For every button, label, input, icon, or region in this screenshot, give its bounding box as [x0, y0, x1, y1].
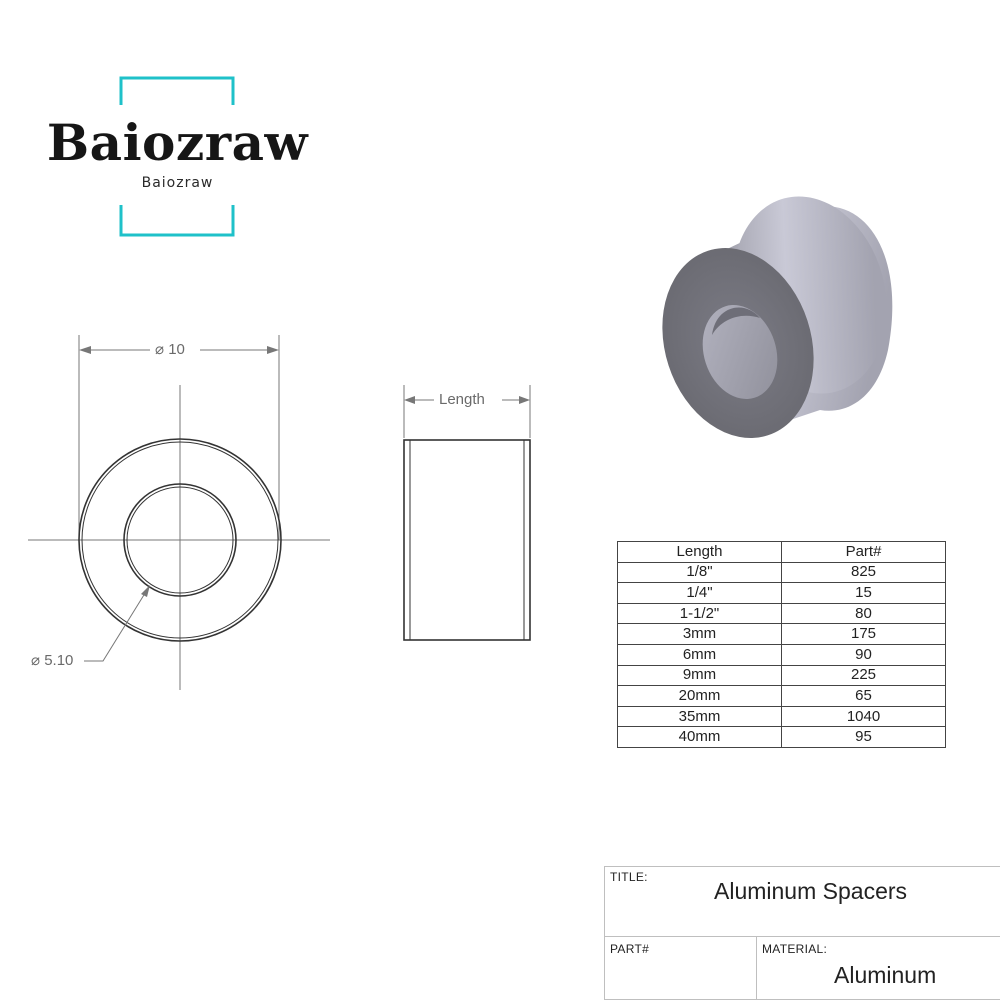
side-view-profile	[404, 440, 530, 640]
material-value: Aluminum	[834, 962, 937, 988]
table-row	[618, 562, 946, 583]
column-header-length: Length	[618, 542, 782, 563]
table-row	[618, 665, 946, 686]
part-cell: 825	[782, 562, 946, 583]
table-row	[618, 603, 946, 624]
length-cell: 3mm	[618, 624, 782, 645]
length-cell: 40mm	[618, 727, 782, 748]
part-cell: 95	[782, 727, 946, 748]
part-cell: 175	[782, 624, 946, 645]
length-cell: 20mm	[618, 686, 782, 707]
length-cell: 9mm	[618, 665, 782, 686]
part-cell: 225	[782, 665, 946, 686]
spacer-3d-render	[639, 179, 909, 458]
table-row	[618, 727, 946, 748]
length-cell: 1/4"	[618, 583, 782, 604]
part-cell: 1040	[782, 706, 946, 727]
length-cell: 1/8"	[618, 562, 782, 583]
length-cell: 6mm	[618, 644, 782, 665]
part-cell: 65	[782, 686, 946, 707]
outer-diameter-label: ⌀ 10	[152, 341, 188, 359]
title-value: Aluminum Spacers	[714, 878, 908, 904]
length-cell: 1-1/2"	[618, 603, 782, 624]
logo-subtitle: Baiozraw	[141, 175, 214, 191]
part-cell: 80	[782, 603, 946, 624]
table-header-row	[618, 542, 946, 563]
table-row	[618, 644, 946, 665]
title-label: TITLE:	[610, 870, 648, 884]
inner-dim-leader	[84, 590, 147, 661]
logo-brand-name: Baiozraw	[46, 113, 309, 172]
part-number-table	[617, 541, 946, 748]
column-header-part: Part#	[782, 542, 946, 563]
part-cell: 90	[782, 644, 946, 665]
length-cell: 35mm	[618, 706, 782, 727]
length-label: Length	[436, 391, 488, 409]
table-row	[618, 624, 946, 645]
table-row	[618, 686, 946, 707]
inner-diameter-label: ⌀ 5.10	[28, 652, 76, 670]
material-label: MATERIAL:	[762, 942, 828, 956]
table-row	[618, 583, 946, 604]
table-row	[618, 706, 946, 727]
title-block	[604, 866, 1000, 1000]
part-cell: 15	[782, 583, 946, 604]
part-label: PART#	[610, 942, 650, 956]
